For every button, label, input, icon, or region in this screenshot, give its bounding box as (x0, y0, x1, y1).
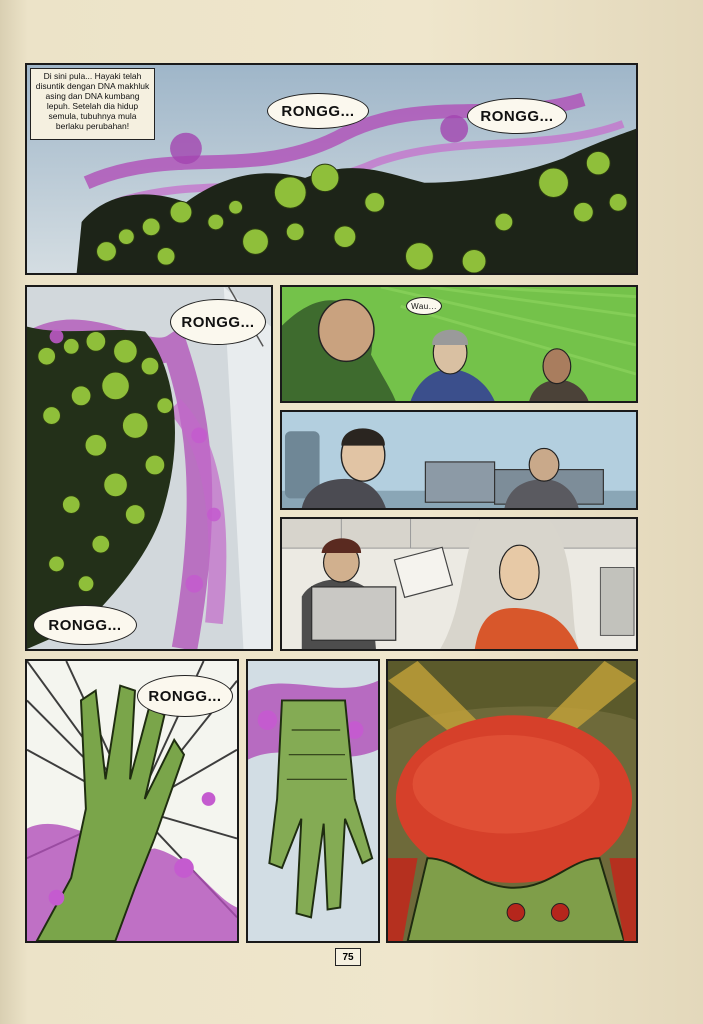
panel-1-creature-growth (25, 63, 638, 275)
sfx-balloon-rongg-4: RONGG... (33, 605, 137, 645)
panel-3-three-men (280, 285, 638, 403)
panel-6-hand-burst (25, 659, 239, 943)
panel-7-claw-hand (246, 659, 380, 943)
sfx-balloon-rongg-5: RONGG... (137, 675, 233, 717)
page-number: 75 (335, 948, 361, 966)
narration-caption: Di sini pula... Hayaki telah disuntik dengan DNA makhluk asing dan DNA kumbang lepuh. Setelah dia hidup semula, tubuhnya mula berlaku perubahan! (30, 68, 155, 140)
sfx-balloon-rongg-2: RONGG... (467, 98, 567, 134)
panel-8-red-helmet (386, 659, 638, 943)
panel-3-art (282, 287, 636, 401)
sfx-balloon-rongg-1: RONGG... (267, 93, 369, 129)
panel-4-art (282, 412, 636, 508)
panel-8-art (388, 661, 636, 941)
panel-5-art (282, 519, 636, 649)
panel-4-lab-scientists (280, 410, 638, 510)
panel-7-art (248, 661, 378, 941)
panel-5-lab-woman (280, 517, 638, 651)
sfx-balloon-rongg-3: RONGG... (170, 299, 266, 345)
panel-2-creature-rising (25, 285, 273, 651)
speech-balloon-wau: Wau... (406, 297, 442, 315)
